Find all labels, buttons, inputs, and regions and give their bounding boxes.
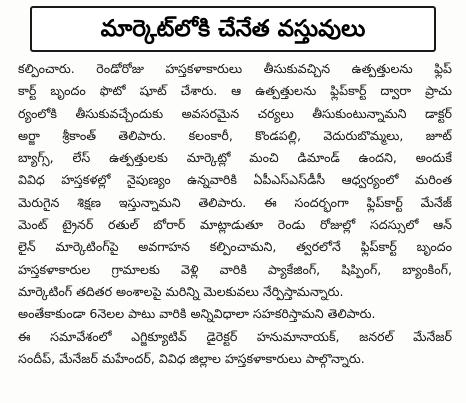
article-line-5: బ్యాగ్స్, లేస్ ఉత్పత్తులకు మార్కెట్లో మంచి డిమాండ్ ఉందని, అందుకే xyxy=(18,150,452,166)
article-line-2: కార్ట్ బృందం ఫొటో షూట్ చేశారు. ఆ ఉత్పత్తులను ఫ్లిప్‌కార్ట్ ద్వారా ప్రాచు xyxy=(18,83,452,99)
article-line-11: మార్కెటింగ్ తదితర అంశాలపై మరిన్ని మెలకువలు నేర్పిస్తామన్నారు. xyxy=(18,283,344,299)
article-body xyxy=(18,58,452,370)
article-line-8: మెంట్ ట్రైనర్ రతుల్ బోరార్ మాట్లాడుతూ రెండు రోజుల్లో సదస్సులో ఆన్‌ xyxy=(18,217,452,233)
article-line-10: హస్తకళాకారుల గ్రామాలకు వెళ్లి వారికి ప్యాకేజింగ్, షిప్పింగ్, బ్యాంకింగ్, xyxy=(18,261,452,277)
article-line-6: వివిధ హస్తకళల్లో నైపుణ్యం ఉన్నవారికి ఏపీఎస్‌ఎస్‌డీసీ ఆధ్వర్యంలో మరింత xyxy=(18,172,452,188)
article-line-13: ఈ సమావేశంలో ఎగ్జిక్యూటివ్ డైరెక్టర్ హనుమానాయక్, జనరల్ మేనేజర్‌ xyxy=(18,328,452,344)
article-line-9: లైన్ మార్కెటింగ్‌పై అవగాహన కల్పించామని, త్వరలోనే ఫ్లిప్‌కార్ట్ బృందం xyxy=(18,239,452,255)
headline-box xyxy=(30,6,436,52)
article-line-7: మెరుగైన శిక్షణ ఇస్తున్నామని తెలిపారు. ఈ సందర్భంగా ఫ్లిప్‌కార్ట్ మేనేజ్‌ xyxy=(18,194,452,210)
article-line-4: అర్జా శ్రీకాంత్ తెలిపారు. కలంకారీ, కొండపల్లి, వెదురుబొమ్మలు, జూట్‌ xyxy=(18,127,452,143)
article-headline: మార్కెట్‌లోకి చేనేత వస్తువులు xyxy=(100,15,366,42)
article-line-12: అంతేకాకుండా 6నెలల పాటు వారికి అన్నివిధాలా సహకరిస్తామని తెలిపారు. xyxy=(18,306,376,322)
article-line-3: ర్యంలోకి తీసుకువచ్చేందుకు అవసరమైన చర్యలు తీసుకుంటున్నామని డాక్టర్‌ xyxy=(18,105,452,121)
article-line-14: సందీప్, మేనేజర్ మహేందర్, వివిధ జిల్లాల హస్తకళాకారులు పాల్గొన్నారు. xyxy=(18,350,365,366)
article-line-1: కల్పించారు. రెండోరోజు హస్తకళాకారులు తీసుకువచ్చిన ఉత్పత్తులను ఫ్లిప్‌ xyxy=(18,61,452,76)
